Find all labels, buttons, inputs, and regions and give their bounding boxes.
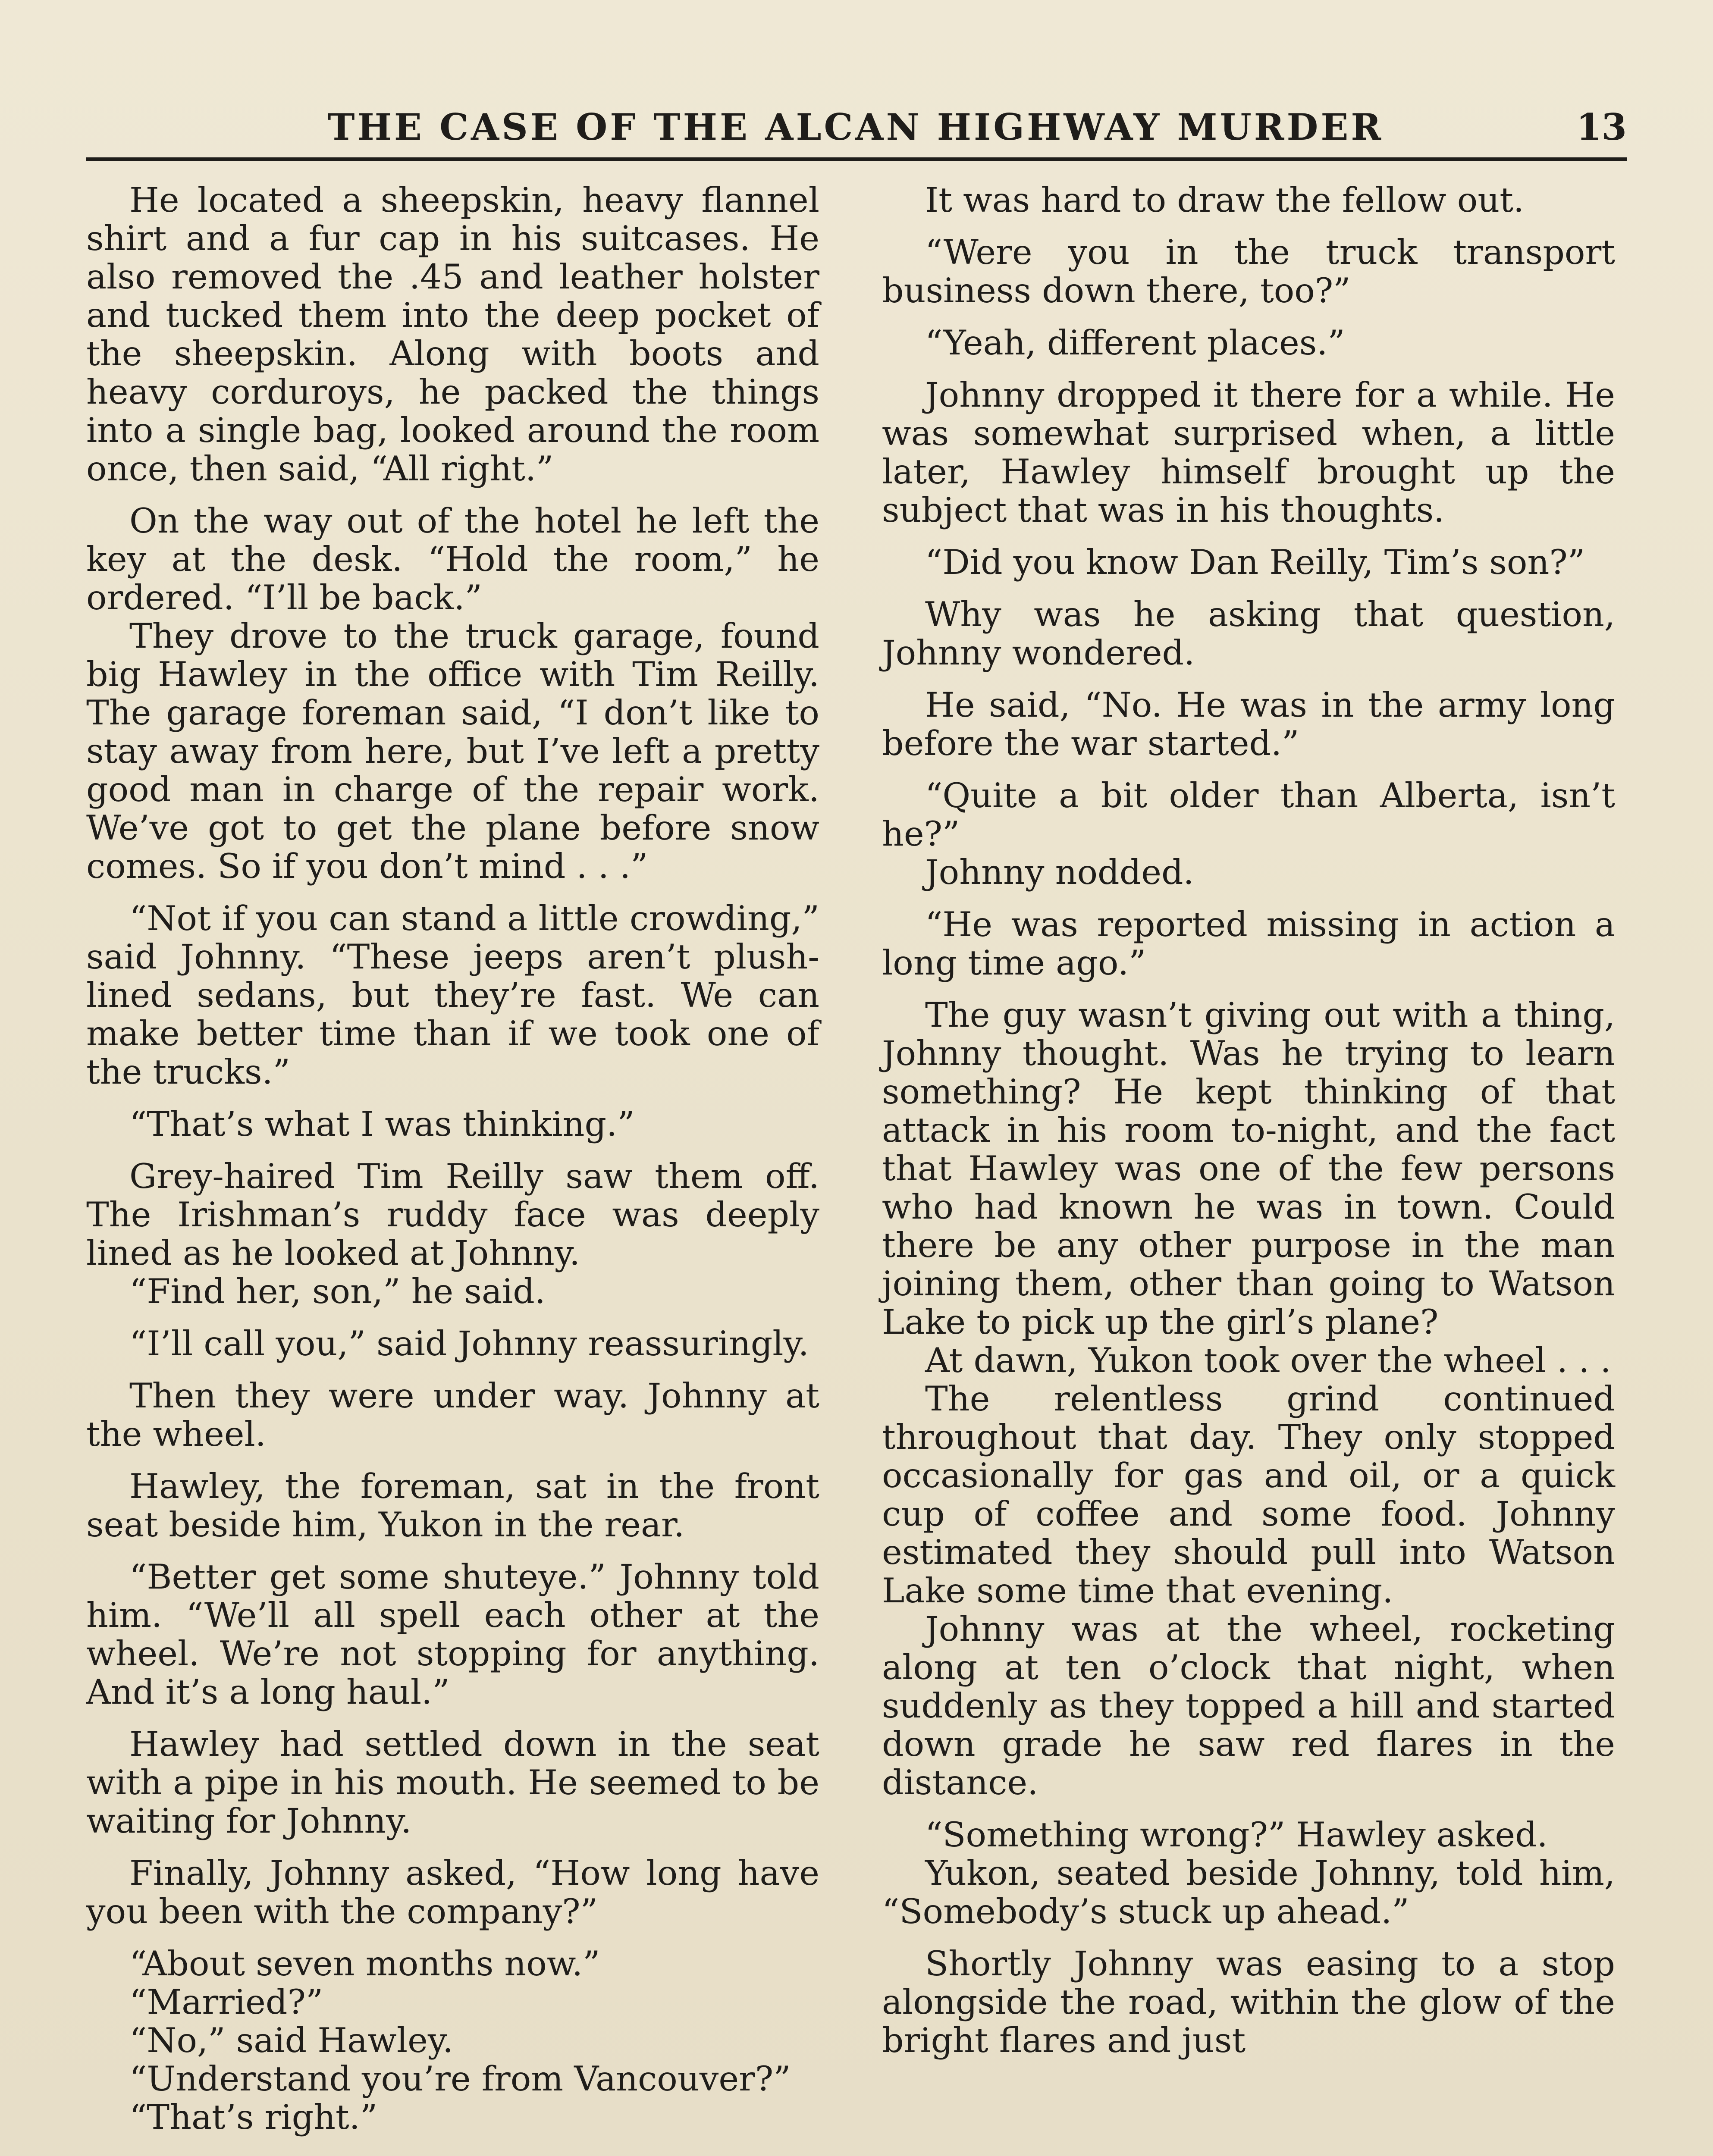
paragraph: The guy wasn’t giving out with a thing, Johnny thought. Was he trying to learn something? He kept thinking of that attack in his room to-night, and the fact that Hawley was one of the few persons who had known he was in town. Could there be any other purpose in the man joining them, other than going to Watson Lake to pick up the girl’s plane?: [882, 995, 1615, 1342]
right-text-column: [882, 181, 1615, 2060]
paragraph: “Find her, son,” he said.: [129, 1272, 546, 1311]
paragraph: “Were you in the truck transport business down there, too?”: [882, 232, 1615, 310]
left-text-column: [86, 181, 819, 2137]
paragraph: Finally, Johnny asked, “How long have you been with the company?”: [86, 1853, 819, 1931]
paragraph: “Quite a bit older than Alberta, isn’t he?”: [882, 776, 1615, 854]
paragraph: “Yeah, different places.”: [925, 323, 1345, 363]
paragraph: He said, “No. He was in the army long before the war started.”: [882, 685, 1615, 763]
paragraph: “Not if you can stand a little crowding,” said Johnny. “These jeeps aren’t plush-lined sedans, but they’re fast. We can make better time than if we took one of the trucks.”: [86, 899, 819, 1092]
paragraph: Grey-haired Tim Reilly saw them off. The Irishman’s ruddy face was deeply lined as he looked at Johnny.: [86, 1156, 819, 1273]
paragraph: Shortly Johnny was easing to a stop alongside the road, within the glow of the bright flares and just: [882, 1944, 1615, 2060]
paragraph: “About seven months now.”: [129, 1944, 600, 1984]
paragraph: The relentless grind continued throughout that day. They only stopped occasionally for gas and oil, or a quick cup of coffee and some food. Johnny estimated they should pull into Watson Lake some time that evening.: [882, 1379, 1615, 1611]
paragraph: “Understand you’re from Vancouver?”: [129, 2059, 791, 2099]
paragraph: They drove to the truck garage, found big Hawley in the office with Tim Reilly. The garage foreman said, “I don’t like to stay away from here, but I’ve left a pretty good man in charge of the repair work. We’ve got to get the plane before snow comes. So if you don’t mind . . .”: [86, 616, 819, 886]
paragraph: Hawley, the foreman, sat in the front seat beside him, Yukon in the rear.: [86, 1467, 819, 1545]
paragraph: He located a sheepskin, heavy flannel shirt and a fur cap in his suitcases. He also removed the .45 and leather holster and tucked them into the deep pocket of the sheepskin. Along with boots and heavy corduroys, he packed the things into a single bag, looked around the room once, then said, “All right.”: [86, 180, 819, 489]
paragraph: “That’s what I was thinking.”: [129, 1104, 635, 1144]
paragraph: “I’ll call you,” said Johnny reassuringly.: [129, 1324, 809, 1363]
running-header: [86, 97, 1627, 161]
paragraph: “Something wrong?” Hawley asked.: [925, 1815, 1548, 1855]
paragraph: Johnny nodded.: [925, 852, 1194, 892]
paragraph: Why was he asking that question, Johnny wondered.: [882, 595, 1615, 673]
paragraph: “No,” said Hawley.: [129, 2021, 454, 2060]
paragraph: Johnny was at the wheel, rocketing along at ten o’clock that night, when suddenly as they topped a hill and started down grade he saw red flares in the distance.: [882, 1609, 1615, 1802]
paragraph: Johnny dropped it there for a while. He was somewhat surprised when, a little later, Hawley himself brought up the subject that was in his thoughts.: [882, 375, 1615, 530]
paragraph: Yukon, seated beside Johnny, told him, “Somebody’s stuck up ahead.”: [882, 1853, 1615, 1931]
paragraph: “Married?”: [129, 1982, 323, 2022]
paragraph: “He was reported missing in action a long time ago.”: [882, 905, 1615, 983]
paragraph: Hawley had settled down in the seat with a pipe in his mouth. He seemed to be waiting for Johnny.: [86, 1724, 819, 1841]
page-number: 13: [1576, 106, 1627, 148]
paragraph: Then they were under way. Johnny at the wheel.: [86, 1376, 819, 1454]
paragraph: It was hard to draw the fellow out.: [925, 180, 1525, 220]
paragraph: At dawn, Yukon took over the wheel . . .: [925, 1341, 1611, 1380]
paragraph: “That’s right.”: [129, 2097, 378, 2137]
paragraph: “Better get some shuteye.” Johnny told him. “We’ll all spell each other at the wheel. We’re not stopping for anything. And it’s a long haul.”: [86, 1557, 819, 1712]
paragraph: “Did you know Dan Reilly, Tim’s son?”: [925, 542, 1585, 582]
paragraph: On the way out of the hotel he left the key at the desk. “Hold the room,” he ordered. “I’ll be back.”: [86, 501, 819, 617]
page-header-title: THE CASE OF THE ALCAN HIGHWAY MURDER: [328, 106, 1384, 148]
